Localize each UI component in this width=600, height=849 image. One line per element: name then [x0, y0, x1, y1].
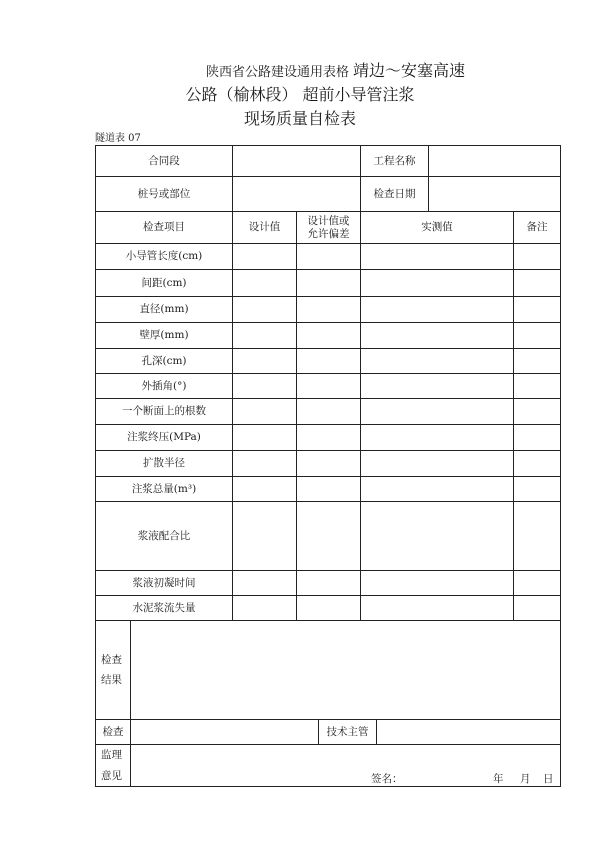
contract-label: 合同段	[148, 154, 180, 167]
station-value[interactable]	[233, 177, 360, 211]
check-item-label: 浆液初凝时间	[132, 576, 196, 589]
supervision-label-line-1: 监理	[101, 749, 122, 761]
title-line-3: 现场质量自检表	[243, 109, 356, 128]
check-item-label: 小导管长度(cm)	[125, 250, 203, 263]
check-date-label: 检查日期	[373, 187, 416, 200]
check-item-label: 水泥浆流失量	[132, 601, 196, 614]
check-item-label: 间距(cm)	[141, 276, 187, 289]
signature-label: 签名：	[371, 773, 403, 785]
check-item-label: 浆液配合比	[137, 529, 191, 542]
check-item-label: 注浆总量(m³)	[131, 482, 197, 495]
check-item-label: 直径(mm)	[139, 303, 189, 316]
form-number: 隧道表 07	[95, 133, 141, 144]
check-date-value[interactable]	[429, 177, 560, 211]
result-area[interactable]	[131, 621, 560, 719]
year-label: 年	[493, 773, 504, 785]
result-label-line-2: 结果	[101, 674, 122, 686]
result-label	[101, 650, 122, 690]
month-label: 月	[520, 773, 531, 785]
check-item-label: 孔深(cm)	[141, 354, 187, 367]
contract-value[interactable]	[233, 146, 360, 176]
column-header-design: 设计值	[248, 221, 281, 234]
station-label: 桩号或部位	[137, 187, 191, 200]
inspector-value[interactable]	[131, 720, 318, 744]
tolerance-line-1: 设计值或	[307, 214, 350, 227]
tech-lead-value[interactable]	[377, 720, 560, 744]
check-item-label: 一个断面上的根数	[122, 405, 206, 418]
check-item-label: 壁厚(mm)	[139, 329, 189, 342]
title-line-2: 公路（榆林段） 超前小导管注浆	[185, 85, 415, 104]
inspector-label: 检查	[102, 725, 124, 738]
column-header-item: 检查项目	[143, 221, 185, 234]
column-header-remark: 备注	[526, 221, 548, 234]
tech-lead-label: 技术主管	[326, 725, 369, 738]
supervision-label	[101, 745, 122, 787]
column-header-measured: 实测值	[421, 221, 453, 234]
check-item-label: 扩散半径	[143, 457, 185, 470]
check-item-label: 外插角(°)	[141, 379, 187, 392]
supervision-label-line-2: 意见	[101, 770, 122, 782]
project-name-label: 工程名称	[373, 154, 416, 167]
project-name-value[interactable]	[429, 146, 560, 176]
check-item-label: 注浆终压(MPa)	[127, 431, 201, 444]
title-project: 靖边～安塞高速	[353, 61, 466, 80]
title-prefix: 陕西省公路建设通用表格	[206, 65, 350, 80]
day-label: 日	[543, 773, 554, 785]
result-label-line-1: 检查	[101, 654, 122, 666]
column-header-tolerance	[297, 212, 360, 243]
tolerance-line-2: 允许偏差	[307, 227, 350, 240]
